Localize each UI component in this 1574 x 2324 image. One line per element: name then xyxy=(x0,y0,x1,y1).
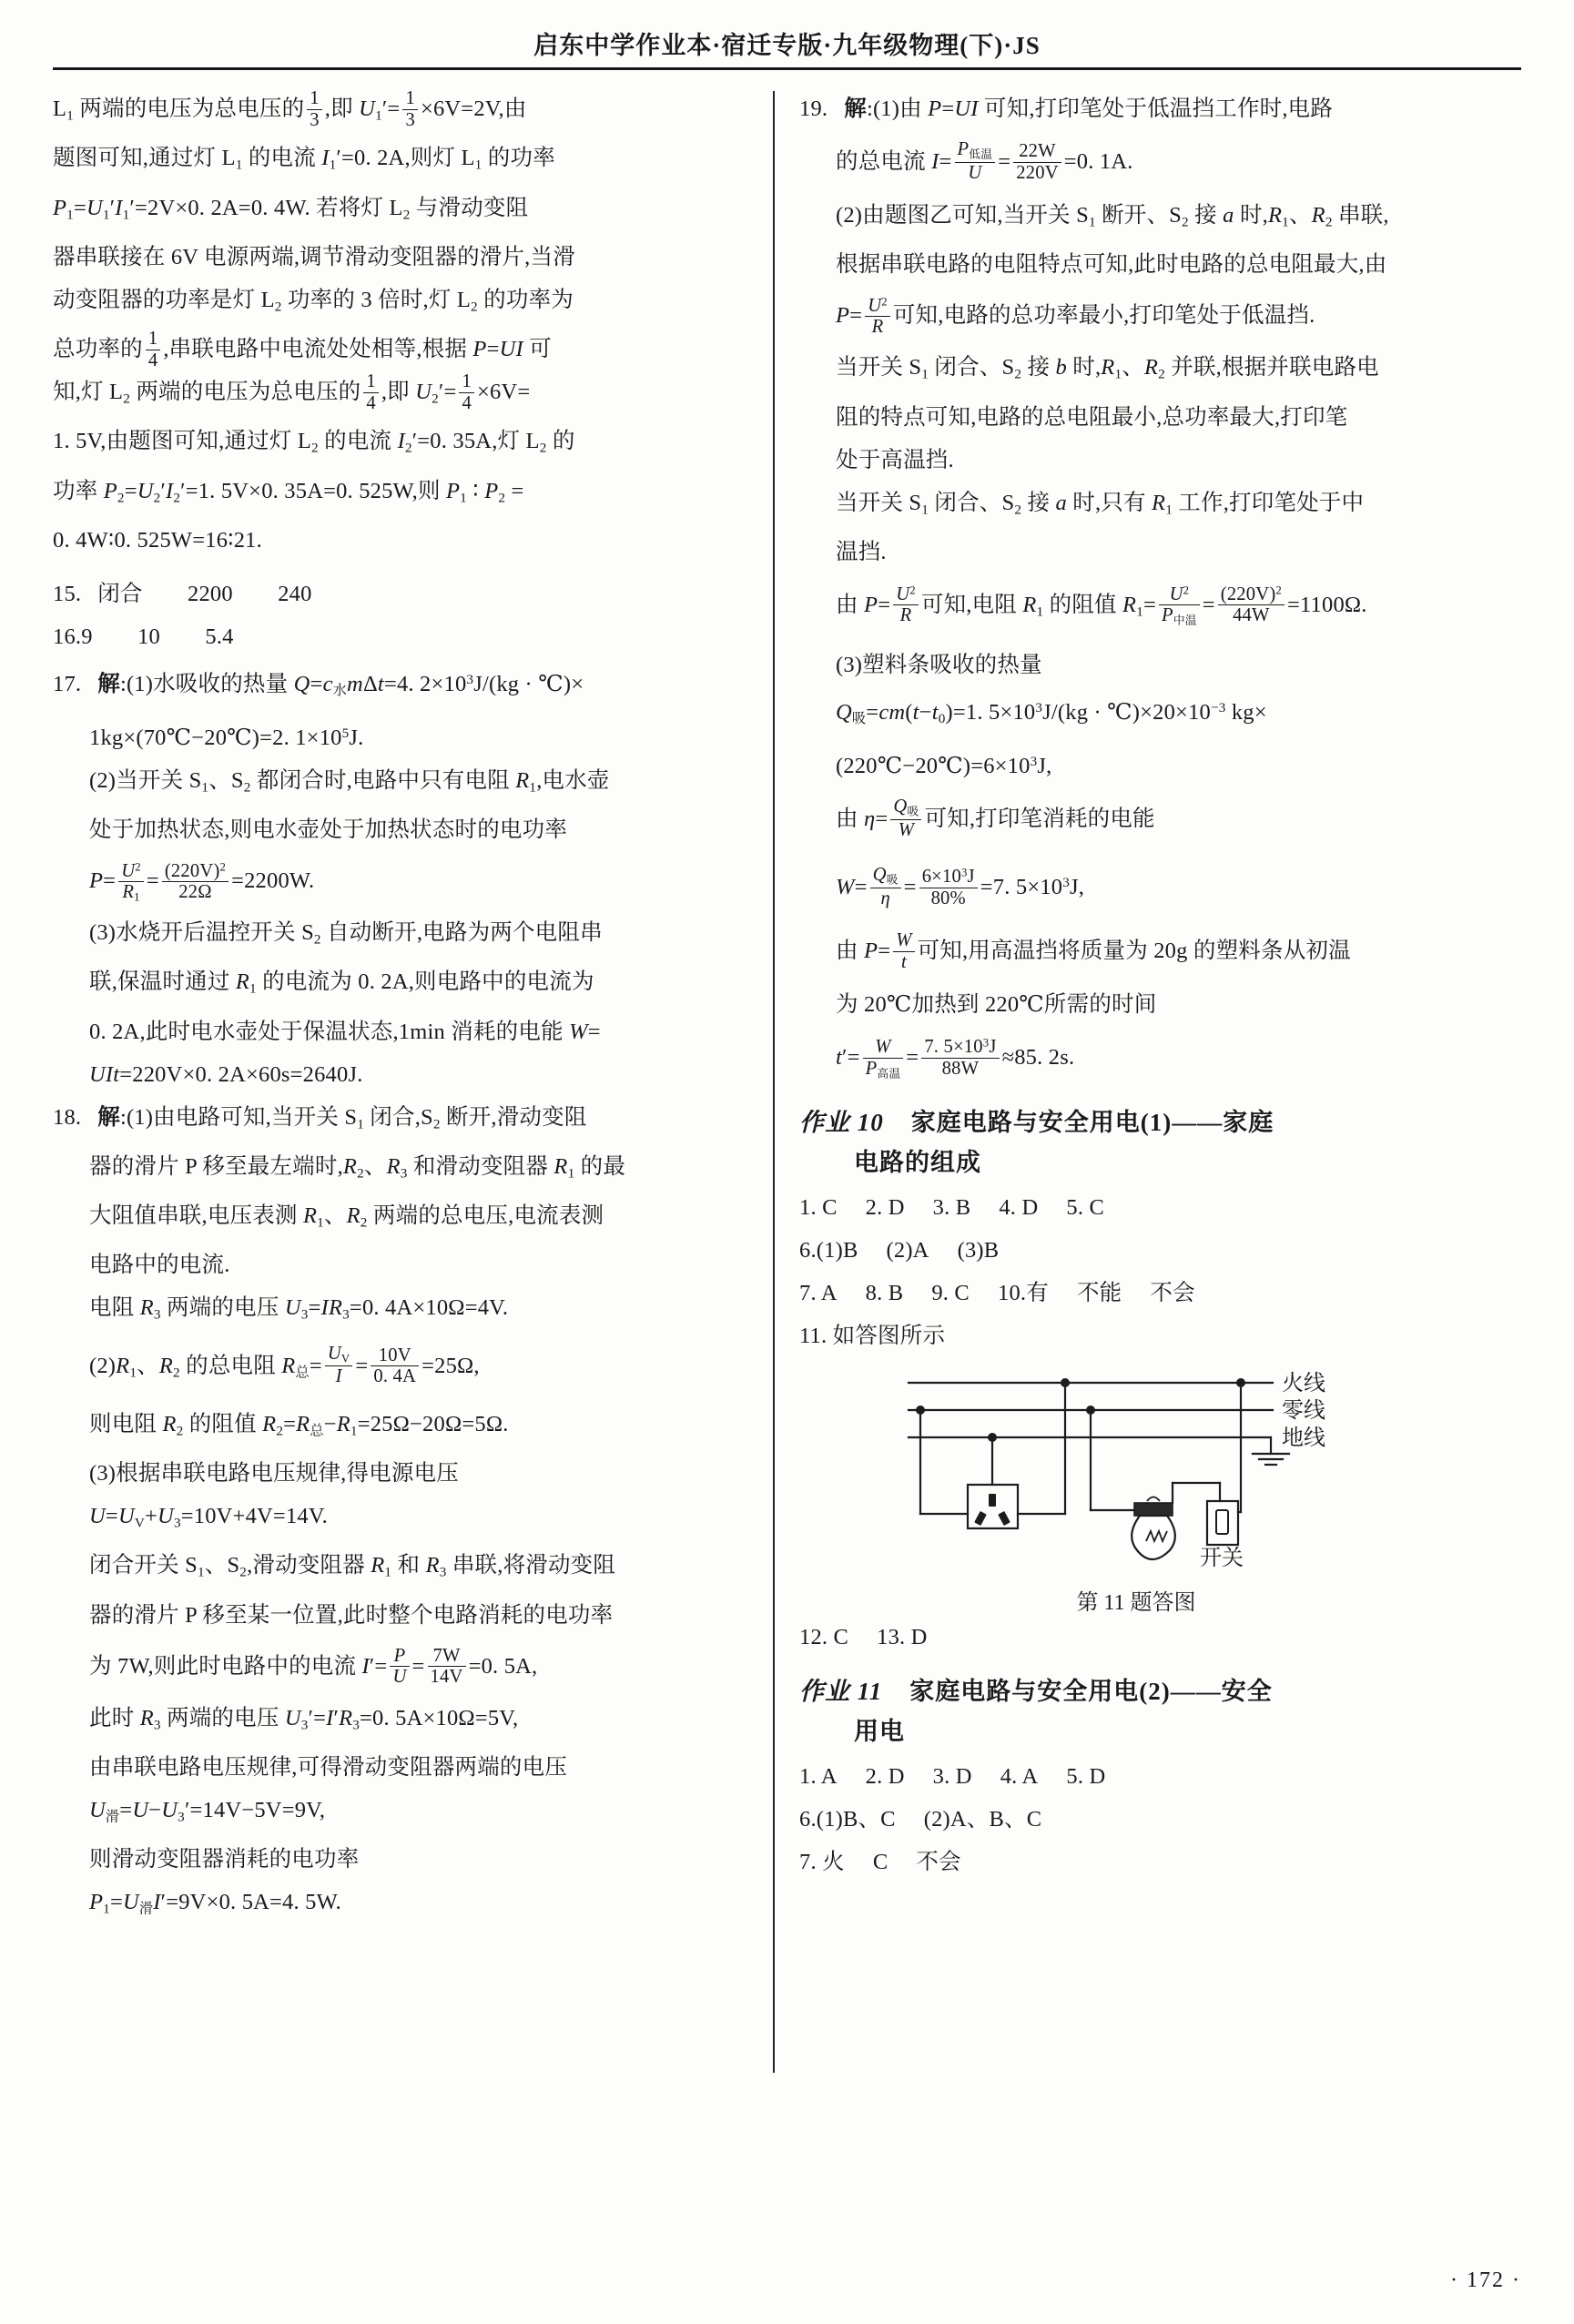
text-line: (2)由题图乙可知,当开关 $S_1$ 断开、$S_2$ 接 a 时$,R_1$、$R_2$ 串联, xyxy=(836,203,1389,230)
text-line: 1kg×(70℃−20℃)=2. $1\times 10^5J$. xyxy=(89,725,364,750)
text-line: 由串联电路电压规律,可得滑动变阻器两端的电压 xyxy=(89,1754,568,1780)
lamp-base xyxy=(1134,1503,1173,1516)
text-line: 当开关 $S_1$ 闭合、$S_2$ 接 b 时$,R_1$、$R_2$ 并联,根据并联电路电 xyxy=(836,355,1379,382)
text-line: $P_1=U_滑I'=9V\times 0$. 5A=4. 5W. xyxy=(89,1890,342,1917)
text-line: 由 P= $\frac{U^2}{R}$ 可知,电阻 $R_1$ 的阻值 $R_1=$ $\frac{U^2}{P_{中温}}$ = $\frac{(220V)^2}{44W}$ =1100Ω. xyxy=(836,584,1367,627)
label-neutral-wire: 零线 xyxy=(1282,1397,1325,1423)
circuit-figure xyxy=(799,1366,1473,1616)
text-line: 温挡. xyxy=(836,539,887,564)
item-answers: 闭合 2200 240 xyxy=(97,581,312,606)
text-line: 则滑动变阻器消耗的电功率 xyxy=(89,1847,360,1872)
text-line: 电路中的电流. xyxy=(89,1253,230,1278)
text-line: 电阻 $R_3$ 两端的电压 $U_3=IR_3=0$. 4A×10Ω=4V. xyxy=(89,1295,509,1323)
text-line: 动变阻器的功率是灯 $L_2$ 功率的 3 倍时,灯 $L_2$ 的功率为 xyxy=(53,287,574,314)
answer-row: 12. C 13. D xyxy=(799,1624,928,1649)
text-line: 大阻值串联,电压表测 $R_1$、$R_2$ 两端的总电压,电流表测 xyxy=(89,1203,604,1231)
text-line: 由 η= $\frac{Q_吸}{W}$ 可知,打印笔消耗的电能 xyxy=(836,797,1155,840)
solution-label: 解 xyxy=(97,1104,120,1130)
item-answers: 9 10 5.4 xyxy=(81,624,234,649)
text-line: 器的滑片 P 移至最左端时$,R_2$、$R_3$ 和滑动变阻器 $R_1$ 的最 xyxy=(89,1153,626,1182)
text-line: 则电阻 $R_2$ 的阻值 $R_2=R_总-R_1=25\Omega-20\Omega=5\Omega$. xyxy=(89,1411,509,1439)
item-number: 16. xyxy=(53,624,82,649)
household-circuit-diagram xyxy=(799,1366,1473,1576)
text-line: 根据串联电路的电阻特点可知,此时电路的总电阻最大,由 xyxy=(836,252,1387,278)
section-title-line1: 家庭电路与安全用电(1)——家庭 xyxy=(910,1108,1274,1136)
left-column xyxy=(53,87,726,1930)
answer-row: 6.(1)B、C (2)A、B、C xyxy=(799,1806,1042,1832)
section-label: 作业 11 xyxy=(799,1677,883,1705)
text-line: (3)水烧开后温控开关 $S_2$ 自动断开,电路为两个电阻串 xyxy=(89,920,603,948)
answer-row: 1. C 2. D 3. B 4. D 5. C xyxy=(799,1194,1105,1220)
text-line: $U_滑=U-U_3'=14V-5V=9V$, xyxy=(89,1797,326,1825)
text-line: 为 7W,则此时电路中的电流 I′= $\frac{P}{U}$ = $\frac{7W}{14V}$ =0. 5A, xyxy=(89,1646,538,1688)
answer-row: 7. 火 C 不会 xyxy=(799,1849,961,1874)
text-line: 为 20℃加热到 220℃所需的时间 xyxy=(836,991,1157,1017)
answer-row: 6.(1)B (2)A (3)B xyxy=(799,1237,1000,1263)
section-title-line1: 家庭电路与安全用电(2)——安全 xyxy=(909,1677,1273,1705)
text-line: 当开关 $S_1$ 闭合、$S_2$ 接 a 时,只有 $R_1$ 工作,打印笔处于中 xyxy=(836,490,1365,517)
item-number: 19. xyxy=(799,96,828,121)
answer-item-19: 19. 解:(1)由 P=UI 可知,打印笔处于低温挡工作时,电路 xyxy=(799,96,1334,121)
socket-pin-right xyxy=(998,1511,1010,1526)
item-number: 15. xyxy=(53,581,82,606)
answer-row: 11. 如答图所示 xyxy=(799,1323,946,1348)
text-line: 联,保温时通过 $R_1$ 的电流为 0. 2A,则电路中的电流为 xyxy=(89,969,594,997)
switch-rocker xyxy=(1216,1510,1228,1534)
text-line: 此时 $R_3$ 两端的电压 $U_3'=I'R_3=0$. 5A×10Ω=5V, xyxy=(89,1705,519,1732)
page-header: 启东中学作业本·宿迁专版·九年级物理(下)·JS xyxy=(533,32,1041,59)
text-line: 1. 5V,由题图可知,通过灯 $L_2$ 的电流 $I_2'=0$. 35A,灯 $L_2$ 的 xyxy=(53,429,575,456)
label-live-wire: 火线 xyxy=(1282,1370,1325,1395)
text-line: $Q_吸=cm(t-t_0)=1$. $5\times 10^3J/(kg$ · $℃)\times 20\times 10^{-3}$ kg× xyxy=(836,699,1267,727)
text-line: $(220℃-20℃)=6\times 10^3J$, xyxy=(836,754,1052,779)
figure-caption: 第 11 题答图 xyxy=(1076,1590,1196,1615)
text-line: 由 P= $\frac{W}{t}$ 可知,用高温挡将质量为 20g 的塑料条从初温 xyxy=(836,930,1351,972)
solution-label: 解 xyxy=(844,96,867,121)
answer-item-18: 18. 解:(1)由电路可知,当开关 $S_1$ 闭合$,S_2$ 断开,滑动变阻 xyxy=(53,1104,587,1132)
lamp-symbol xyxy=(1132,1497,1175,1559)
text-line: W= $\frac{Q_吸}{\eta}$ = $\frac{6\times 10^3J}{80\%}$ =7. $5\times 10^3J$, xyxy=(836,865,1085,908)
text-line: 功率 $P_2=U_2'I_2'=1$. 5V×0. 35A=0. 525W,则 $P_1$ ∶ $P_2$ = xyxy=(53,478,524,505)
answer-item-17: 17. 解:(1)水吸收的热量 $Q=c_水m\Delta t=4$. $2\times 10^3J/(kg$ · ℃)× xyxy=(53,671,584,698)
lamp-cap xyxy=(1147,1497,1160,1501)
text-line: 阻的特点可知,电路的总电阻最小,总功率最大,打印笔 xyxy=(836,404,1348,430)
text-line: 闭合开关 $S_1$、$S_2$,滑动变阻器 $R_1$ 和 $R_3$ 串联,将滑动变阻 xyxy=(89,1553,616,1580)
text-line: UIt=220V×0. 2A×60s=2640J. xyxy=(89,1061,363,1087)
text-line: $(2)R_1$、$R_2$ 的总电阻 $R_总=$ $\frac{U_V}{I}$ = $\frac{10V}{0. 4A}$ =25Ω, xyxy=(89,1343,480,1387)
text-line: 题图可知,通过灯 $L_1$ 的电流 $I_1'=0$. 2A,则灯 $L_1$ 的功率 xyxy=(53,146,555,173)
text-line: P= $\frac{U^2}{R}$ 可知,电路的总功率最小,打印笔处于低温挡. xyxy=(836,295,1315,337)
text-line: 0. 2A,此时电水壶处于保温状态,1min 消耗的电能 W= xyxy=(89,1019,601,1044)
column-divider xyxy=(773,91,775,2073)
socket-pin-left xyxy=(974,1511,987,1526)
answer-item-16 xyxy=(53,615,726,658)
text-line: $U=U_V+U_3=10V+4V=14V$. xyxy=(89,1504,328,1531)
section-heading-10 xyxy=(799,1102,1473,1182)
answer-row: 7. A 8. B 9. C 10.有 不能 不会 xyxy=(799,1280,1195,1305)
text-line: (3)塑料条吸收的热量 xyxy=(836,653,1042,677)
section-label: 作业 10 xyxy=(799,1108,884,1136)
text-line: 器串联接在 6V 电源两端,调节滑动变阻器的滑片,当滑 xyxy=(53,244,575,269)
socket-pin-top xyxy=(989,1494,996,1507)
page-number: · 172 · xyxy=(1450,2268,1521,2292)
label-switch: 开关 xyxy=(1200,1545,1244,1570)
text-line: P= $\frac{U^2}{R_1}$ = $\frac{(220V)^2}{22\Omega}$ =2200W. xyxy=(89,859,315,904)
text-line: 处于加热状态,则电水壶处于加热状态时的电功率 xyxy=(89,817,568,843)
header-rule xyxy=(53,67,1521,70)
item-number: 18. xyxy=(53,1104,82,1130)
section-heading-11 xyxy=(799,1671,1473,1751)
text-line: 总功率的 $\frac{1}{4}$ ,串联电路中电流处处相等,根据 P=UI 可 xyxy=(53,329,552,370)
section-title-line2: 用电 xyxy=(854,1717,905,1745)
text-line: (2)当开关 $S_1$、$S_2$ 都闭合时,电路中只有电阻 $R_1$,电水壶 xyxy=(89,767,610,796)
text-line: $L_1$ 两端的电压为总电压的 $\frac{1}{3}$ ,即 $U_1'=$ $\frac{1}{3}$ ×6V=2V,由 xyxy=(53,88,527,130)
text-line: 知,灯 $L_2$ 两端的电压为总电压的 $\frac{1}{4}$ ,即 $U_2'=$ $\frac{1}{4}$ ×6V= xyxy=(53,371,531,413)
text-line: t′= $\frac{W}{P_{高温}}$ = $\frac{7. 5\times 10^3J}{88W}$ ≈85. 2s. xyxy=(836,1036,1075,1081)
two-column-body xyxy=(53,87,1521,2237)
right-column xyxy=(799,87,1473,1883)
item-number: 17. xyxy=(53,671,82,696)
label-ground-wire: 地线 xyxy=(1282,1425,1325,1450)
text-line: 器的滑片 P 移至某一位置,此时整个电路消耗的电功率 xyxy=(89,1602,614,1628)
answer-row: 1. A 2. D 3. D 4. A 5. D xyxy=(799,1763,1106,1789)
section-title-line2: 电路的组成 xyxy=(854,1148,981,1176)
answer-item-15 xyxy=(53,573,726,615)
text-line: 0. 4W∶0. 525W=16∶21. xyxy=(53,527,262,553)
text-line: 的总电流 I= $\frac{P_{低温}}{U}$ = $\frac{22W}{220V}$ =0. 1A. xyxy=(836,139,1133,183)
solution-label: 解 xyxy=(97,671,120,696)
text-line: (3)根据串联电路电压规律,得电源电压 xyxy=(89,1461,459,1487)
text-line: 处于高温挡. xyxy=(836,447,954,472)
text-line: $P_1=U_1'I_1'=2V\times 0$. 2A=0. 4W. 若将灯 $L_2$ 与滑动变阻 xyxy=(53,195,529,222)
